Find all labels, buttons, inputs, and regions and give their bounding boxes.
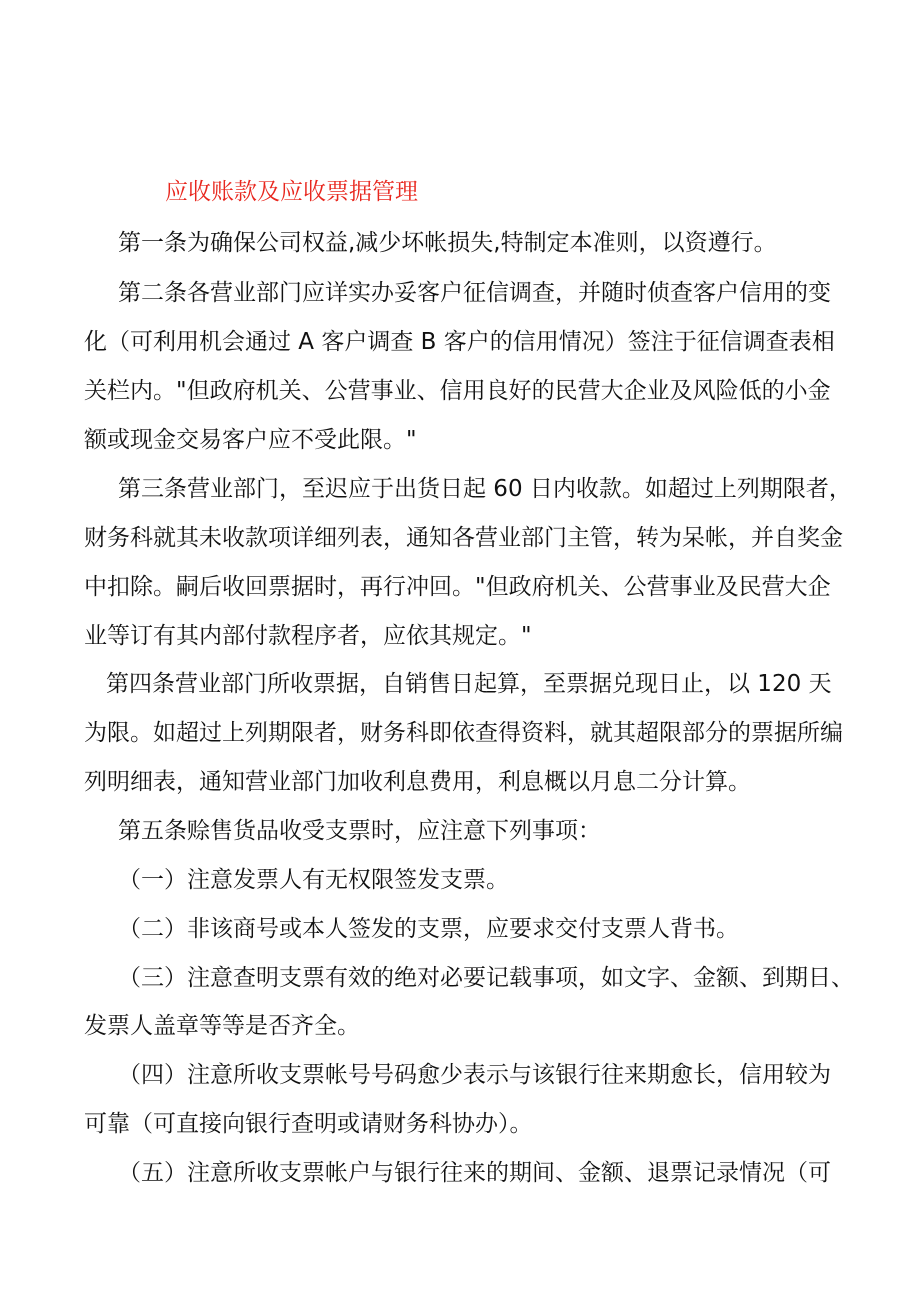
text-line: （一）注意发票人有无权限签发支票。 [118, 867, 509, 893]
text-line: （五）注意所收支票帐户与银行往来的期间、金额、退票记录情况（可 [118, 1160, 831, 1186]
text-line: 第三条营业部门，至迟应于出货日起 60 日内收款。如超过上列期限者， [118, 476, 852, 502]
text-line: （三）注意查明支票有效的绝对必要记载事项，如文字、金额、到期日、 [118, 965, 854, 991]
text-line: 第四条营业部门所收票据，自销售日起算，至票据兑现日止，以 120 天 [106, 671, 832, 697]
text-line: （四）注意所收支票帐号号码愈少表示与该银行往来期愈长，信用较为 [118, 1062, 831, 1088]
text-line: 额或现金交易客户应不受此限。" [84, 427, 417, 453]
text-line: 可靠（可直接向银行查明或请财务科协办）。 [84, 1111, 533, 1137]
text-line: 第五条赊售货品收受支票时，应注意下列事项： [118, 818, 601, 844]
document-title: 应收账款及应收票据管理 [165, 179, 418, 205]
text-line: 第二条各营业部门应详实办妥客户征信调查，并随时侦查客户信用的变 [118, 280, 831, 306]
text-line: 化（可利用机会通过 A 客户调查 B 客户的信用情况）签注于征信调查表相 [84, 329, 835, 355]
text-line: 列明细表，通知营业部门加收利息费用，利息概以月息二分计算。 [84, 769, 751, 795]
text-line: 关栏内。"但政府机关、公营事业、信用良好的民营大企业及风险低的小金 [84, 378, 831, 404]
text-line: （二）非该商号或本人签发的支票，应要求交付支票人背书。 [118, 916, 739, 942]
text-line: 第一条为确保公司权益,减少坏帐损失,特制定本准则，以资遵行。 [118, 230, 777, 256]
text-line: 发票人盖章等等是否齐全。 [84, 1013, 360, 1039]
text-line: 业等订有其内部付款程序者，应依其规定。" [84, 623, 532, 649]
text-line: 财务科就其未收款项详细列表，通知各营业部门主管，转为呆帐，并自奖金 [84, 525, 843, 551]
text-line: 为限。如超过上列期限者，财务科即依查得资料，就其超限部分的票据所编 [84, 720, 843, 746]
text-line: 中扣除。嗣后收回票据时，再行冲回。"但政府机关、公营事业及民营大企 [84, 574, 831, 600]
